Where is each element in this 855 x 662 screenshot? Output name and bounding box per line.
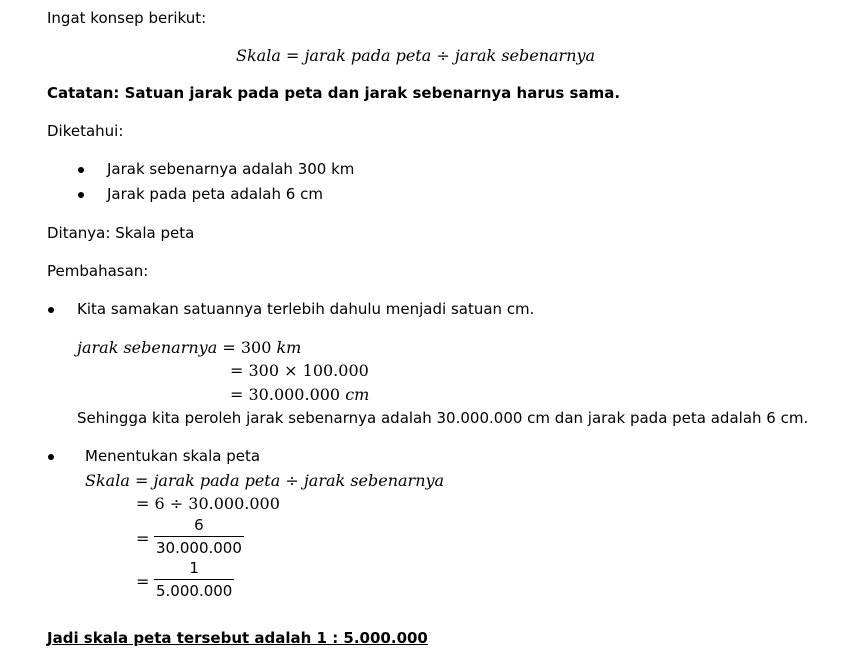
discussion-heading: Pembahasan: (47, 262, 149, 280)
fraction-numerator: 6 (194, 516, 204, 534)
step1-text: Kita samakan satuannya terlebih dahulu menjadi satuan cm. (77, 300, 535, 318)
known-item: Jarak sebenarnya adalah 300 km (107, 160, 355, 178)
step2-line2 (136, 494, 280, 513)
eq-sign: = (230, 361, 244, 380)
final-answer: Jadi skala peta tersebut adalah 1 : 5.000.000 (47, 629, 428, 647)
bullet (48, 307, 54, 313)
main-formula (236, 46, 595, 65)
fraction-numerator: 1 (189, 559, 199, 577)
note-text: Catatan: Satuan jarak pada peta dan jarak sebenarnya harus sama. (47, 84, 621, 102)
step1-lhs: jarak sebenarnya (77, 338, 218, 357)
asked-text: Ditanya: Skala peta (47, 224, 195, 242)
intro-text: Ingat konsep berikut: (47, 9, 207, 27)
step1-line3-unit: cm (345, 385, 370, 404)
formula-term1: jarak pada peta (304, 46, 432, 65)
bullet (78, 167, 84, 173)
bullet (78, 192, 84, 198)
fraction-denominator: 30.000.000 (154, 536, 244, 557)
step1-line2 (230, 361, 369, 380)
step2-line2-op: ÷ (169, 494, 184, 513)
eq-sign: = (230, 385, 244, 404)
step2-formula (85, 471, 444, 490)
eq-sign: = (136, 572, 150, 591)
fraction-1 (154, 516, 244, 557)
step1-line3 (230, 385, 369, 404)
step1-line2-op: × (284, 361, 298, 380)
formula-term2: jarak sebenarnya (454, 46, 596, 65)
formula-lhs: Skala (85, 471, 130, 490)
formula-eq: = (134, 471, 149, 490)
formula-div: ÷ (285, 471, 299, 490)
bullet (48, 454, 54, 460)
eq-sign: = (136, 529, 150, 548)
formula-div: ÷ (436, 46, 450, 65)
step1-line1 (77, 338, 301, 357)
formula-eq: = (285, 46, 300, 65)
formula-term1: jarak pada peta (153, 471, 281, 490)
fraction-denominator: 5.000.000 (154, 579, 234, 600)
formula-lhs: Skala (236, 46, 281, 65)
step1-line2-a: 300 (248, 361, 280, 380)
step2-text: Menentukan skala peta (85, 447, 261, 465)
step1-conclusion: Sehingga kita peroleh jarak sebenarnya adalah 30.000.000 cm dan jarak pada peta adalah 6 cm. (77, 409, 809, 427)
fraction-2 (154, 559, 234, 600)
step2-line2-a: 6 (154, 494, 165, 513)
formula-term2: jarak sebenarnya (303, 471, 445, 490)
step1-line3-val: 30.000.000 (248, 385, 341, 404)
step1-line1-val: 300 (240, 338, 272, 357)
step2-line2-b: 30.000.000 (188, 494, 280, 513)
step1-line1-unit: km (276, 338, 302, 357)
step1-line2-b: 100.000 (302, 361, 369, 380)
eq-sign: = (222, 338, 236, 357)
known-heading: Diketahui: (47, 122, 124, 140)
eq-sign: = (136, 494, 150, 513)
known-item: Jarak pada peta adalah 6 cm (107, 185, 323, 203)
